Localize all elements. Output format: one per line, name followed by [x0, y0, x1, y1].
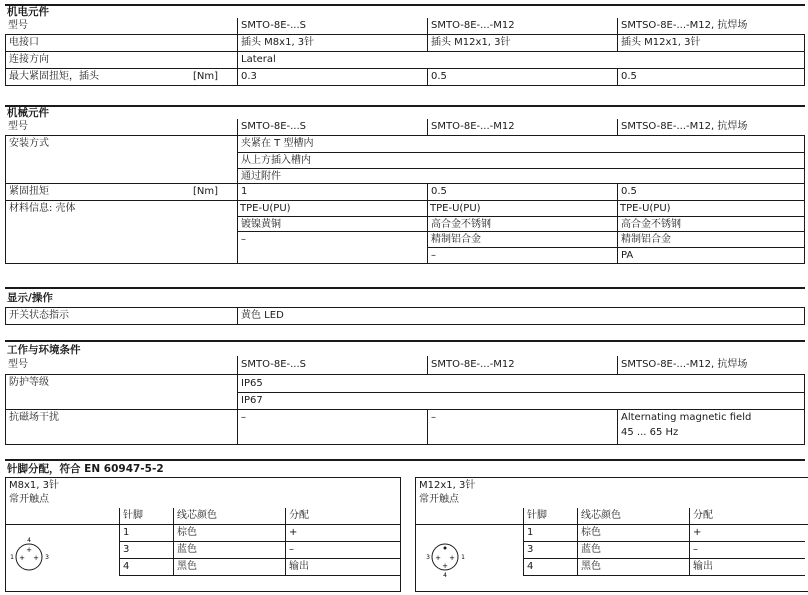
pin-label: 3 [426, 554, 430, 561]
header-model-3: SMTSO-8E-...-M12, 抗焊场 [617, 356, 805, 374]
header-model-1: SMTO-8E-...S [237, 119, 427, 135]
contact-label: 常开触点 [9, 494, 49, 505]
connector-label: M12x1, 3针 [419, 480, 476, 491]
header-row [5, 18, 805, 34]
pin-label: 4 [443, 572, 447, 579]
value: 通过附件 [237, 168, 805, 183]
table-row [119, 559, 401, 576]
header-label: 型号 [8, 20, 28, 31]
col-color: 线芯颜色 [173, 508, 285, 524]
pin-label: 4 [27, 537, 31, 544]
row-label: 防护等级 [5, 375, 237, 409]
pin: 1 [523, 525, 577, 541]
value: – [427, 410, 617, 444]
value: 精制铝合金 [617, 231, 805, 247]
spec-row [5, 68, 805, 86]
value: 精制铝合金 [427, 231, 617, 247]
assign: + [689, 525, 805, 541]
pin-label: 3 [45, 554, 49, 561]
header-model-2: SMTO-8E-...-M12 [427, 119, 617, 135]
section-title: 显示/操作 [7, 292, 53, 304]
row-label: 紧固扭矩 [5, 184, 237, 200]
spec-row [5, 51, 805, 68]
col-pin: 针脚 [523, 508, 577, 524]
value: TPE-U(PU) [240, 203, 291, 214]
value: 黄色 LED [237, 308, 805, 324]
color: 棕色 [577, 525, 689, 541]
table-row [523, 542, 805, 559]
color: 蓝色 [173, 542, 285, 558]
color: 黑色 [173, 559, 285, 575]
unit: [Nm] [193, 186, 219, 197]
pin-label: 1 [10, 554, 14, 561]
row-label: 安装方式 [5, 136, 237, 183]
mounting-block [5, 135, 805, 183]
value: IP67 [237, 392, 805, 409]
col-assign: 分配 [285, 508, 401, 524]
pin-table [119, 508, 401, 576]
header-label: 型号 [8, 121, 28, 132]
svg-text:+: + [442, 562, 448, 570]
header-model-2: SMTO-8E-...-M12 [427, 18, 617, 34]
table-row [523, 559, 805, 576]
header-row [5, 356, 805, 374]
color: 黑色 [577, 559, 689, 575]
value: 0.5 [617, 184, 805, 200]
pinout-m12 [415, 477, 808, 592]
value: TPE-U(PU) [620, 203, 671, 214]
connector-label: M8x1, 3针 [9, 480, 59, 491]
section-title: 针脚分配，符合 EN 60947-5-2 [7, 463, 164, 475]
svg-text:+: + [26, 546, 32, 554]
value: 夹紧在 T 型槽内 [237, 136, 805, 152]
header-model-3: SMTSO-8E-...-M12, 抗焊场 [617, 119, 805, 135]
section-pinout [5, 459, 805, 477]
row-label: 连接方向 [5, 52, 237, 68]
value: 插头 M12x1, 3针 [427, 35, 617, 51]
row-label: 最大紧固扭矩，插头 [5, 69, 237, 85]
section-mechanical [5, 105, 805, 264]
col-color: 线芯颜色 [577, 508, 689, 524]
row-label: 材料信息: 壳体 [5, 201, 237, 263]
pin: 4 [523, 559, 577, 575]
pin-table [523, 508, 805, 576]
value: Alternating magnetic field [621, 412, 752, 423]
svg-text:+: + [435, 554, 441, 562]
value: 插头 M12x1, 3针 [617, 35, 805, 51]
color: 蓝色 [577, 542, 689, 558]
col-assign: 分配 [689, 508, 805, 524]
assign: – [689, 542, 805, 558]
svg-text:+: + [449, 554, 455, 562]
value: – [427, 247, 617, 263]
col-pin: 针脚 [119, 508, 173, 524]
row-label: 电接口 [5, 35, 237, 51]
pin-table-header [119, 508, 401, 525]
spec-row [5, 183, 805, 200]
value: 0.5 [427, 184, 617, 200]
header-row [5, 119, 805, 135]
section-title: 工作与环境条件 [7, 344, 81, 356]
material-block [5, 200, 805, 264]
section-title: 机械元件 [7, 107, 49, 119]
svg-text:+: + [33, 554, 39, 562]
section-title: 机电元件 [7, 6, 49, 18]
m8-connector-diagram [7, 530, 67, 580]
value: TPE-U(PU) [430, 203, 481, 214]
assign: 输出 [285, 559, 401, 575]
section-environment [5, 340, 805, 445]
row-label: 抗磁场干扰 [5, 410, 237, 444]
table-row [523, 525, 805, 542]
section-display [5, 287, 805, 325]
pinout-m8 [5, 477, 401, 592]
value: 从上方插入槽内 [237, 152, 805, 168]
row-label: 开关状态指示 [5, 308, 237, 324]
pin: 3 [119, 542, 173, 558]
value: – [237, 231, 427, 247]
header-model-1: SMTO-8E-...S [237, 356, 427, 374]
value: 高合金不锈钢 [617, 216, 805, 231]
m12-connector-diagram [423, 530, 483, 580]
header-model-2: SMTO-8E-...-M12 [427, 356, 617, 374]
table-row [119, 525, 401, 542]
unit: [Nm] [193, 71, 219, 82]
pin: 4 [119, 559, 173, 575]
value: – [237, 410, 427, 444]
pin: 1 [119, 525, 173, 541]
value: 镀镍黄铜 [237, 216, 427, 231]
value: 0.5 [617, 69, 805, 85]
value: 1 [237, 184, 427, 200]
value: 0.3 [237, 69, 427, 85]
header-model-1: SMTO-8E-...S [237, 18, 427, 34]
table-row [119, 542, 401, 559]
value: Lateral [237, 52, 805, 68]
spec-row [5, 34, 805, 51]
value: PA [617, 247, 805, 263]
spec-row [5, 307, 805, 325]
value: 0.5 [427, 69, 617, 85]
svg-text:+: + [19, 554, 25, 562]
header-model-3: SMTSO-8E-...-M12, 抗焊场 [617, 18, 805, 34]
value: 插头 M8x1, 3针 [237, 35, 427, 51]
contact-label: 常开触点 [419, 494, 459, 505]
section-electromech [5, 4, 805, 86]
assign: – [285, 542, 401, 558]
pin-label: 1 [461, 554, 465, 561]
pin-table-header [523, 508, 805, 525]
assign: + [285, 525, 401, 541]
assign: 输出 [689, 559, 805, 575]
magnetic-value [617, 410, 805, 444]
value: 45 ... 65 Hz [621, 427, 679, 438]
value: 高合金不锈钢 [427, 216, 617, 231]
protection-block [5, 374, 805, 409]
color: 棕色 [173, 525, 285, 541]
header-label: 型号 [8, 359, 28, 370]
magnetic-block [5, 409, 805, 445]
value: IP65 [237, 375, 805, 392]
pin: 3 [523, 542, 577, 558]
